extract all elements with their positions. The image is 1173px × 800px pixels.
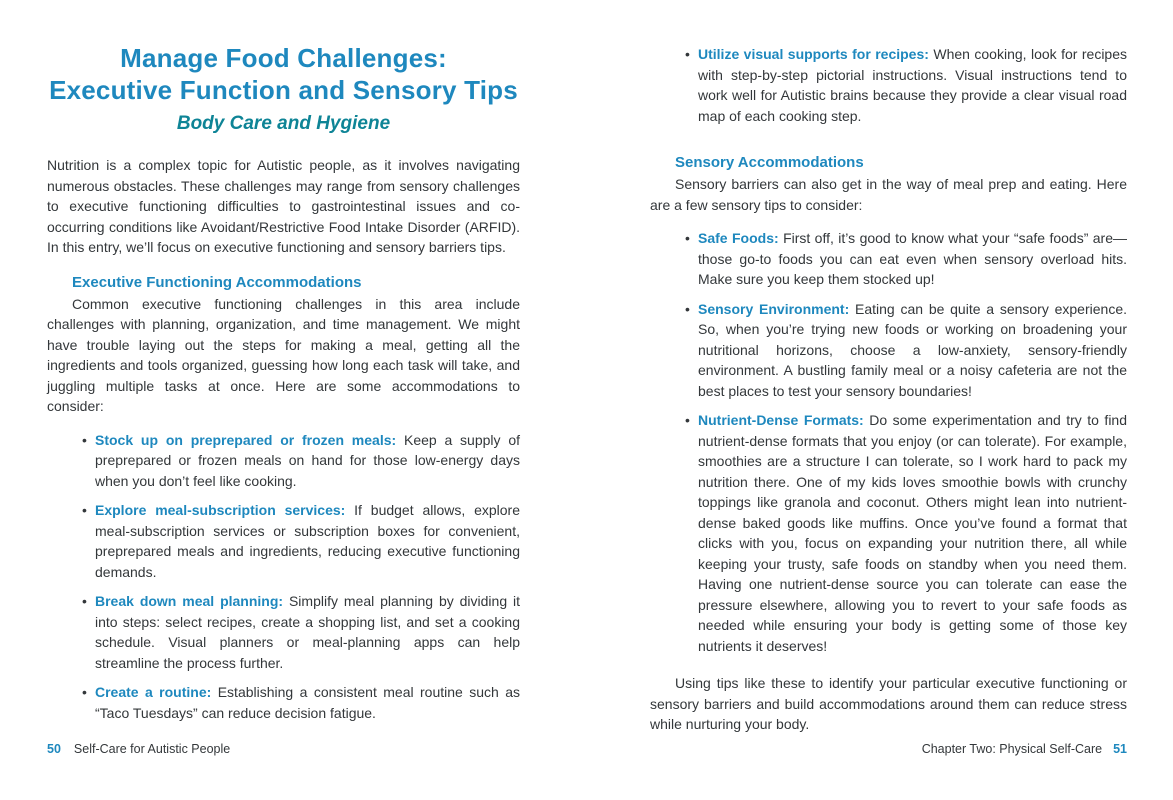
tip-text: Simplify meal planning by dividing it into steps: select recipes, create a shopping list, and set a cooking schedule. Visual planners or meal-planning apps can help streamline the process further.	[95, 593, 521, 671]
bullet-icon: •	[685, 300, 690, 317]
list-item	[82, 500, 520, 582]
tip-lead: Create a routine:	[95, 684, 212, 700]
right-page	[650, 0, 1127, 735]
continued-tips-list	[685, 0, 1127, 126]
tip-lead: Explore meal-subscription services:	[95, 502, 346, 518]
left-page	[47, 0, 520, 723]
bullet-icon: •	[685, 230, 690, 246]
bullet-icon: •	[82, 593, 87, 609]
bullet-icon: •	[82, 502, 87, 518]
tip-text: Eating can be quite a sensory experience. So, when you’re trying new foods or working on broadening your nutritional horizons, choose a low-anxiety, sensory-friendly environment. A bustling family meal or a noisy cafeteria are not the best places to test your sensory boundaries!	[698, 300, 1127, 399]
tip-lead: Sensory Environment:	[698, 300, 850, 317]
list-item	[685, 228, 1127, 290]
tip-text: Keep a supply of preprepared or frozen meals on hand for those low-energy days when you don’t feel like cooking.	[95, 431, 521, 489]
list-item	[685, 410, 1127, 656]
tip-lead: Nutrient-Dense Formats:	[698, 412, 864, 428]
right-footer	[922, 741, 1127, 757]
list-item	[685, 299, 1127, 402]
page-title-line1: Manage Food Challenges:	[120, 43, 447, 73]
entry-title-block	[47, 42, 520, 136]
bullet-icon: •	[685, 46, 690, 62]
closing-paragraph: Using tips like these to identify your particular executive functioning or sensory barriers and build accommodations around them can reduce stress while nurturing your body.	[650, 675, 1127, 732]
tip-text: When cooking, look for recipes with step-by-step pictorial instructions. Visual instructions tend to work well for Autistic brains because they provide a clear visual road map of each cooking step.	[698, 46, 1127, 124]
list-item	[82, 591, 520, 673]
left-footer	[47, 741, 230, 757]
page-title-line2: Executive Function and Sensory Tips	[49, 75, 518, 105]
section-heading-executive-functioning: Executive Functioning Accommodations	[72, 273, 362, 291]
tip-lead: Utilize visual supports for recipes:	[698, 46, 929, 62]
right-page-number: 51	[1113, 742, 1127, 756]
section-heading-sensory: Sensory Accommodations	[675, 154, 864, 171]
tip-text: Do some experimentation and try to find nutrient-dense formats that you enjoy (or can tolerate). For example, smoothies are a structure I can tolerate, so I work hard to pack my nutrition there. One of my kids loves smoothie bowls with crunchy toppings like granola and coconut. Others might lean into nutrient-dense baked goods like muffins. Once you’ve found a format that clicks with you, focus on expanding your nutrition there, all while keeping your trusty, safe foods on standby when you need them. Having one nutrient-dense source you can tolerate can ease the pressure elsewhere, allowing you to revert to your safe foods as needed while ensuring your body is getting some of those key nutrients it deserves!	[698, 412, 1127, 654]
list-item	[82, 682, 520, 723]
executive-functioning-tips-list	[82, 430, 520, 724]
right-footer-label: Chapter Two: Physical Self-Care	[921, 742, 1103, 756]
tip-text: If budget allows, explore meal-subscription services or subscription boxes for convenient, preprepared meals and ingredients, reducing executive functioning demands.	[95, 502, 520, 580]
tip-lead: Break down meal planning:	[95, 593, 284, 609]
bullet-icon: •	[685, 412, 690, 428]
list-item	[82, 430, 520, 492]
sensory-tips-list	[685, 228, 1127, 656]
page-subtitle: Body Care and Hygiene	[176, 113, 391, 134]
bullet-icon: •	[82, 684, 87, 700]
tip-text: Establishing a consistent meal routine such as “Taco Tuesdays” can reduce decision fatigue.	[95, 684, 521, 721]
tip-lead: Safe Foods:	[698, 230, 779, 246]
left-footer-label: Self-Care for Autistic People	[73, 742, 231, 756]
tip-lead: Stock up on preprepared or frozen meals:	[95, 431, 397, 448]
tip-text: First off, it’s good to know what your “safe foods” are—those go-to foods you can eat even when sensory overload hits. Make sure you keep them stocked up!	[698, 230, 1128, 287]
list-item	[685, 44, 1127, 126]
bullet-icon: •	[82, 431, 87, 448]
sensory-intro-paragraph: Sensory barriers can also get in the way of meal prep and eating. Here are a few sensory tips to consider:	[650, 176, 1127, 213]
section-intro-paragraph: Common executive functioning challenges in this area include challenges with planning, organization, and time management. We might have trouble laying out the steps for making a meal, getting all the ingredients and tools organized, guessing how long each task will take, and juggling multiple tasks at once. Here are some accommodations to consider:	[47, 295, 520, 414]
left-page-number: 50	[47, 742, 61, 756]
intro-paragraph: Nutrition is a complex topic for Autistic people, as it involves navigating numerous obstacles. These challenges may range from sensory challenges to executive functioning difficulties to gastrointestinal issues and co-occurring conditions like Avoidant/Restrictive Food Intake Disorder (ARFID). In this entry, we’ll focus on executive functioning and sensory barriers tips.	[47, 157, 520, 255]
